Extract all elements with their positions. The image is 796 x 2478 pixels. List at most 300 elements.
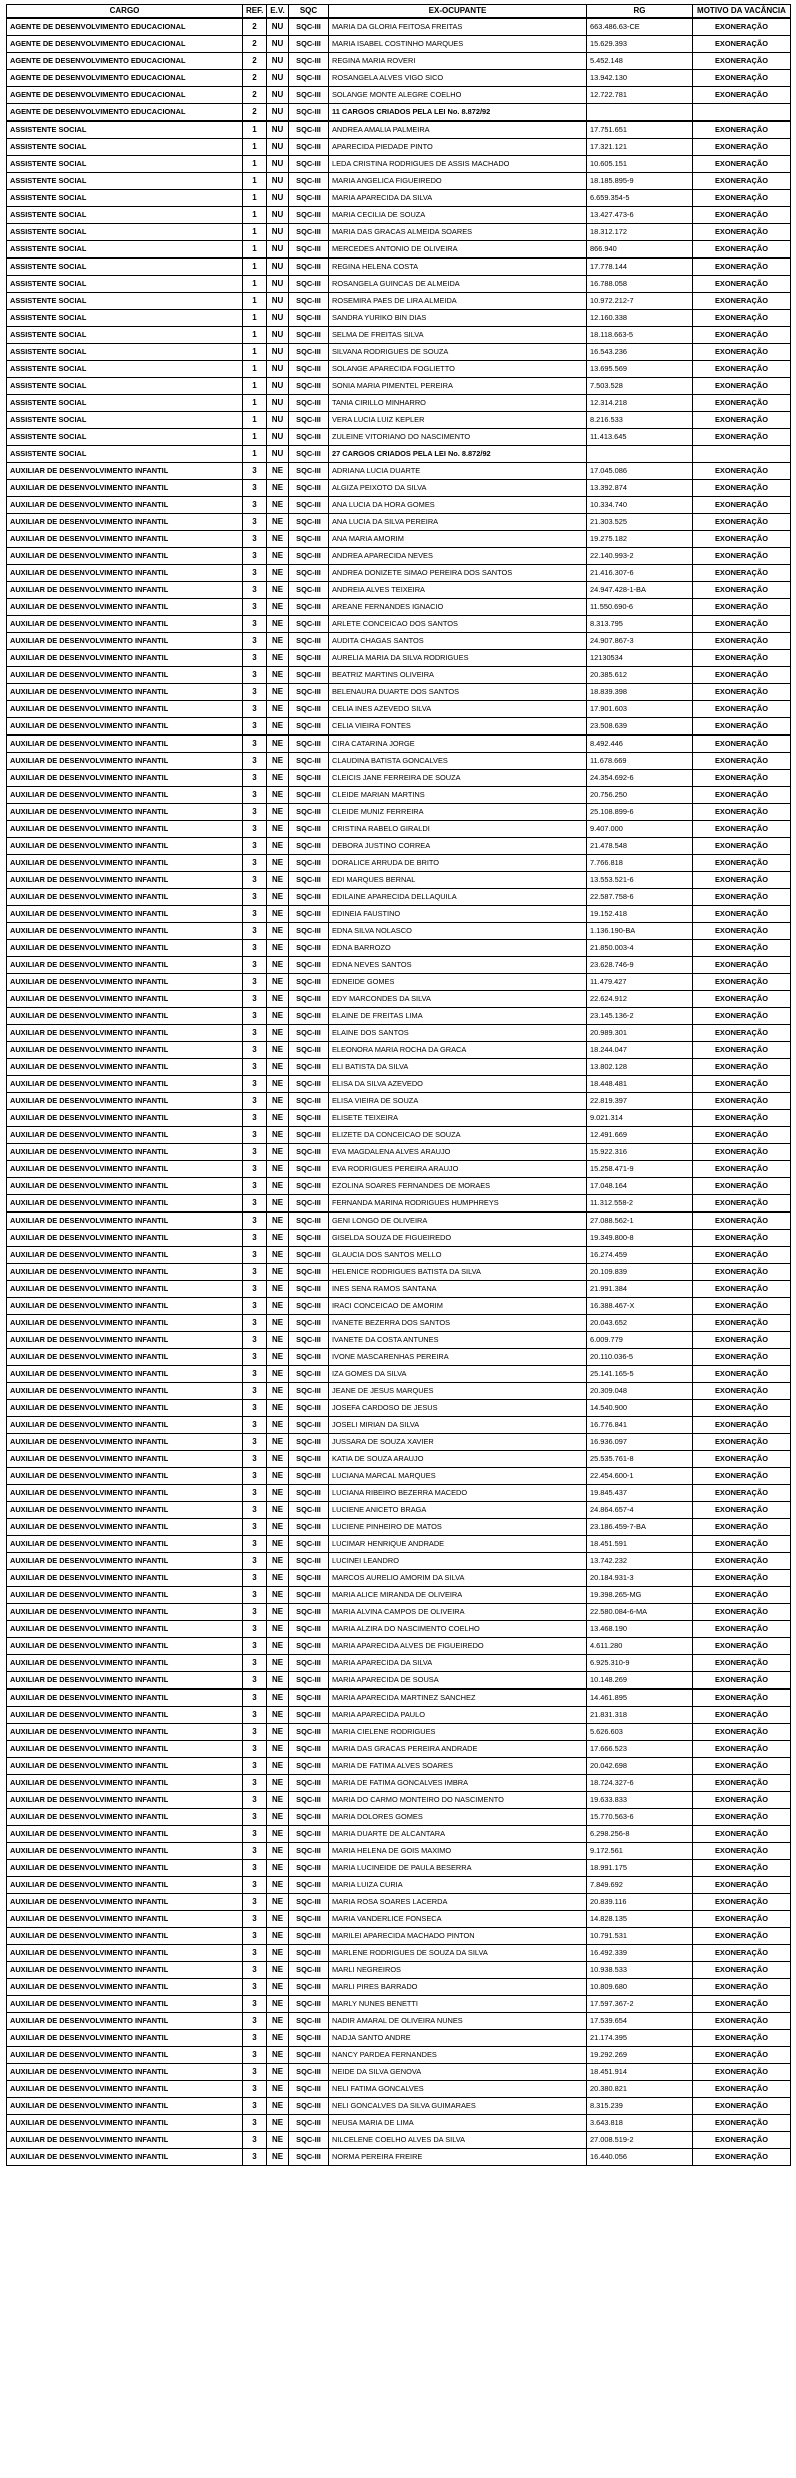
cell-ex-ocupante: ROSANGELA GUINCAS DE ALMEIDA xyxy=(329,276,587,293)
cell-motivo: EXONERAÇÃO xyxy=(693,2081,791,2098)
table-row xyxy=(7,2115,791,2132)
cell-sqc: SQC-III xyxy=(289,1553,329,1570)
cell-rg: 19.845.437 xyxy=(587,1485,693,1502)
cell-ref: 3 xyxy=(243,1264,267,1281)
cell-ex-ocupante: JEANE DE JESUS MARQUES xyxy=(329,1383,587,1400)
cell-motivo: EXONERAÇÃO xyxy=(693,395,791,412)
cell-ex-ocupante: MARIA DE FATIMA GONCALVES IMBRA xyxy=(329,1775,587,1792)
cell-cargo: AUXILIAR DE DESENVOLVIMENTO INFANTIL xyxy=(7,1826,243,1843)
cell-ev: NE xyxy=(267,1570,289,1587)
cell-ev: NE xyxy=(267,940,289,957)
cell-cargo: AUXILIAR DE DESENVOLVIMENTO INFANTIL xyxy=(7,889,243,906)
cell-rg: 23.628.746-9 xyxy=(587,957,693,974)
cell-ev: NE xyxy=(267,1860,289,1877)
table-row xyxy=(7,1536,791,1553)
cell-rg: 14.540.900 xyxy=(587,1400,693,1417)
cell-motivo: EXONERAÇÃO xyxy=(693,701,791,718)
cell-cargo: AUXILIAR DE DESENVOLVIMENTO INFANTIL xyxy=(7,1604,243,1621)
table-row xyxy=(7,241,791,259)
table-row xyxy=(7,1553,791,1570)
cell-cargo: ASSISTENTE SOCIAL xyxy=(7,241,243,259)
cell-motivo: EXONERAÇÃO xyxy=(693,1349,791,1366)
cell-sqc: SQC-III xyxy=(289,633,329,650)
cell-ref: 3 xyxy=(243,1775,267,1792)
cell-ex-ocupante: GLAUCIA DOS SANTOS MELLO xyxy=(329,1247,587,1264)
cell-motivo: EXONERAÇÃO xyxy=(693,36,791,53)
cell-motivo: EXONERAÇÃO xyxy=(693,2098,791,2115)
cell-cargo: AGENTE DE DESENVOLVIMENTO EDUCACIONAL xyxy=(7,53,243,70)
cell-ev: NE xyxy=(267,906,289,923)
cell-cargo: AUXILIAR DE DESENVOLVIMENTO INFANTIL xyxy=(7,1349,243,1366)
table-row xyxy=(7,1349,791,1366)
cell-ev: NE xyxy=(267,1536,289,1553)
cell-rg: 18.312.172 xyxy=(587,224,693,241)
cell-rg: 16.788.058 xyxy=(587,276,693,293)
cell-rg: 16.776.841 xyxy=(587,1417,693,1434)
cell-cargo: ASSISTENTE SOCIAL xyxy=(7,224,243,241)
cell-sqc: SQC-III xyxy=(289,1400,329,1417)
cell-cargo: AUXILIAR DE DESENVOLVIMENTO INFANTIL xyxy=(7,2030,243,2047)
cell-cargo: AUXILIAR DE DESENVOLVIMENTO INFANTIL xyxy=(7,1962,243,1979)
cell-cargo: AUXILIAR DE DESENVOLVIMENTO INFANTIL xyxy=(7,957,243,974)
cell-motivo: EXONERAÇÃO xyxy=(693,2064,791,2081)
table-row xyxy=(7,327,791,344)
cell-motivo: EXONERAÇÃO xyxy=(693,1144,791,1161)
cell-ev: NE xyxy=(267,1758,289,1775)
cell-ex-ocupante: NELI FATIMA GONCALVES xyxy=(329,2081,587,2098)
cell-motivo: EXONERAÇÃO xyxy=(693,1604,791,1621)
cell-rg: 24.354.692-6 xyxy=(587,770,693,787)
cell-ev: NE xyxy=(267,1672,289,1690)
cell-motivo: EXONERAÇÃO xyxy=(693,1962,791,1979)
table-row xyxy=(7,667,791,684)
cell-ex-ocupante: ROSEMIRA PAES DE LIRA ALMEIDA xyxy=(329,293,587,310)
cell-rg: 9.172.561 xyxy=(587,1843,693,1860)
table-row xyxy=(7,753,791,770)
cell-cargo: AUXILIAR DE DESENVOLVIMENTO INFANTIL xyxy=(7,650,243,667)
cell-ref: 1 xyxy=(243,361,267,378)
cell-ref: 3 xyxy=(243,872,267,889)
cell-ref: 1 xyxy=(243,395,267,412)
cell-rg: 13.392.874 xyxy=(587,480,693,497)
cell-rg: 17.751.651 xyxy=(587,121,693,139)
cell-ref: 3 xyxy=(243,514,267,531)
cell-ref: 3 xyxy=(243,1502,267,1519)
cell-rg: 20.756.250 xyxy=(587,787,693,804)
cell-motivo: EXONERAÇÃO xyxy=(693,1264,791,1281)
cell-sqc: SQC-III xyxy=(289,1434,329,1451)
cell-cargo: AUXILIAR DE DESENVOLVIMENTO INFANTIL xyxy=(7,1724,243,1741)
cell-rg: 21.174.395 xyxy=(587,2030,693,2047)
cell-sqc: SQC-III xyxy=(289,1570,329,1587)
cell-ev: NE xyxy=(267,1724,289,1741)
cell-ref: 3 xyxy=(243,2047,267,2064)
cell-ref: 3 xyxy=(243,1894,267,1911)
cell-ref: 3 xyxy=(243,531,267,548)
cell-ev: NE xyxy=(267,1707,289,1724)
cell-ev: NE xyxy=(267,1996,289,2013)
cell-ev: NU xyxy=(267,344,289,361)
cell-ref: 3 xyxy=(243,770,267,787)
cell-rg: 7.766.818 xyxy=(587,855,693,872)
cell-ref: 3 xyxy=(243,2013,267,2030)
cell-rg: 19.349.800-8 xyxy=(587,1230,693,1247)
cell-ev: NE xyxy=(267,616,289,633)
cell-ex-ocupante: MARIA DO CARMO MONTEIRO DO NASCIMENTO xyxy=(329,1792,587,1809)
cell-ex-ocupante: ELISETE TEIXEIRA xyxy=(329,1110,587,1127)
cell-motivo: EXONERAÇÃO xyxy=(693,1434,791,1451)
cell-motivo: EXONERAÇÃO xyxy=(693,1996,791,2013)
cell-sqc: SQC-III xyxy=(289,1689,329,1707)
cell-motivo: EXONERAÇÃO xyxy=(693,1775,791,1792)
cell-ex-ocupante: SILVANA RODRIGUES DE SOUZA xyxy=(329,344,587,361)
cell-ev: NE xyxy=(267,1383,289,1400)
cell-ref: 1 xyxy=(243,327,267,344)
cell-ev: NE xyxy=(267,838,289,855)
cell-ref: 1 xyxy=(243,429,267,446)
cell-motivo: EXONERAÇÃO xyxy=(693,1468,791,1485)
cell-cargo: AUXILIAR DE DESENVOLVIMENTO INFANTIL xyxy=(7,1315,243,1332)
cell-rg: 23.186.459-7-BA xyxy=(587,1519,693,1536)
table-row xyxy=(7,1281,791,1298)
table-row xyxy=(7,1655,791,1672)
cell-ev: NE xyxy=(267,1110,289,1127)
cell-ev: NE xyxy=(267,1638,289,1655)
table-row xyxy=(7,1621,791,1638)
cell-ex-ocupante: EDNA BARROZO xyxy=(329,940,587,957)
cell-sqc: SQC-III xyxy=(289,258,329,276)
cell-motivo: EXONERAÇÃO xyxy=(693,1621,791,1638)
cell-cargo: AUXILIAR DE DESENVOLVIMENTO INFANTIL xyxy=(7,633,243,650)
table-row xyxy=(7,1519,791,1536)
cell-ref: 3 xyxy=(243,1127,267,1144)
cell-ref: 3 xyxy=(243,718,267,736)
cell-ev: NE xyxy=(267,974,289,991)
cell-ex-ocupante: ELI BATISTA DA SILVA xyxy=(329,1059,587,1076)
cell-motivo: EXONERAÇÃO xyxy=(693,787,791,804)
cell-ev: NU xyxy=(267,327,289,344)
cell-motivo: EXONERAÇÃO xyxy=(693,889,791,906)
cell-cargo: AUXILIAR DE DESENVOLVIMENTO INFANTIL xyxy=(7,1383,243,1400)
cell-motivo: EXONERAÇÃO xyxy=(693,156,791,173)
cell-ev: NU xyxy=(267,276,289,293)
table-row xyxy=(7,1366,791,1383)
cell-sqc: SQC-III xyxy=(289,1843,329,1860)
table-row xyxy=(7,1741,791,1758)
table-row xyxy=(7,889,791,906)
cell-ev: NE xyxy=(267,1775,289,1792)
cell-ex-ocupante: MARIA ALVINA CAMPOS DE OLIVEIRA xyxy=(329,1604,587,1621)
cell-ex-ocupante: MARCOS AURELIO AMORIM DA SILVA xyxy=(329,1570,587,1587)
table-row xyxy=(7,1127,791,1144)
cell-motivo: EXONERAÇÃO xyxy=(693,855,791,872)
cell-sqc: SQC-III xyxy=(289,1264,329,1281)
cell-cargo: ASSISTENTE SOCIAL xyxy=(7,258,243,276)
table-row xyxy=(7,1110,791,1127)
table-row xyxy=(7,1298,791,1315)
cell-motivo: EXONERAÇÃO xyxy=(693,1809,791,1826)
cell-sqc: SQC-III xyxy=(289,36,329,53)
cell-rg: 1.136.190-BA xyxy=(587,923,693,940)
cell-motivo xyxy=(693,446,791,463)
cell-ref: 3 xyxy=(243,1383,267,1400)
cell-sqc: SQC-III xyxy=(289,18,329,36)
cell-cargo: AUXILIAR DE DESENVOLVIMENTO INFANTIL xyxy=(7,753,243,770)
cell-ref: 3 xyxy=(243,667,267,684)
cell-motivo: EXONERAÇÃO xyxy=(693,1587,791,1604)
table-row xyxy=(7,923,791,940)
table-row xyxy=(7,616,791,633)
cell-ev: NE xyxy=(267,1417,289,1434)
cell-ref: 3 xyxy=(243,2030,267,2047)
cell-sqc: SQC-III xyxy=(289,327,329,344)
cell-motivo: EXONERAÇÃO xyxy=(693,1689,791,1707)
table-row xyxy=(7,684,791,701)
cell-ev: NU xyxy=(267,258,289,276)
cell-rg: 17.597.367-2 xyxy=(587,1996,693,2013)
cell-ex-ocupante: MARIA DOLORES GOMES xyxy=(329,1809,587,1826)
cell-sqc: SQC-III xyxy=(289,1298,329,1315)
cell-sqc: SQC-III xyxy=(289,667,329,684)
cell-ev: NE xyxy=(267,2030,289,2047)
table-row xyxy=(7,53,791,70)
table-row xyxy=(7,1843,791,1860)
cell-ref: 2 xyxy=(243,53,267,70)
cell-ex-ocupante: MARILEI APARECIDA MACHADO PINTON xyxy=(329,1928,587,1945)
cell-ex-ocupante: ANDREA DONIZETE SIMAO PEREIRA DOS SANTOS xyxy=(329,565,587,582)
cell-rg: 866.940 xyxy=(587,241,693,259)
cell-cargo: AUXILIAR DE DESENVOLVIMENTO INFANTIL xyxy=(7,565,243,582)
cell-motivo: EXONERAÇÃO xyxy=(693,1638,791,1655)
cell-sqc: SQC-III xyxy=(289,87,329,104)
cell-ev: NE xyxy=(267,1042,289,1059)
cell-sqc: SQC-III xyxy=(289,1008,329,1025)
cell-ref: 3 xyxy=(243,1996,267,2013)
cell-motivo: EXONERAÇÃO xyxy=(693,1945,791,1962)
cell-ex-ocupante: ANA LUCIA DA SILVA PEREIRA xyxy=(329,514,587,531)
cell-sqc: SQC-III xyxy=(289,1230,329,1247)
table-row xyxy=(7,1161,791,1178)
cell-motivo: EXONERAÇÃO xyxy=(693,753,791,770)
cell-ex-ocupante: MERCEDES ANTONIO DE OLIVEIRA xyxy=(329,241,587,259)
table-row xyxy=(7,361,791,378)
cell-rg: 8.315.239 xyxy=(587,2098,693,2115)
cell-ref: 3 xyxy=(243,480,267,497)
cell-ex-ocupante: MARIA APARECIDA DA SILVA xyxy=(329,190,587,207)
cell-rg: 20.042.698 xyxy=(587,1758,693,1775)
cell-ref: 3 xyxy=(243,821,267,838)
cell-sqc: SQC-III xyxy=(289,1468,329,1485)
cell-ref: 3 xyxy=(243,1076,267,1093)
cell-sqc: SQC-III xyxy=(289,310,329,327)
cell-rg: 12130534 xyxy=(587,650,693,667)
cell-cargo: AUXILIAR DE DESENVOLVIMENTO INFANTIL xyxy=(7,1689,243,1707)
table-row xyxy=(7,718,791,736)
cell-rg: 10.334.740 xyxy=(587,497,693,514)
cell-rg: 11.550.690-6 xyxy=(587,599,693,616)
cell-ex-ocupante: MARIA ROSA SOARES LACERDA xyxy=(329,1894,587,1911)
cell-ev: NU xyxy=(267,121,289,139)
cell-motivo: EXONERAÇÃO xyxy=(693,718,791,736)
cell-ex-ocupante: EVA MAGDALENA ALVES ARAUJO xyxy=(329,1144,587,1161)
table-row xyxy=(7,1638,791,1655)
cell-rg: 15.629.393 xyxy=(587,36,693,53)
cell-rg: 10.938.533 xyxy=(587,1962,693,1979)
cell-ev: NE xyxy=(267,548,289,565)
cell-motivo: EXONERAÇÃO xyxy=(693,190,791,207)
table-row xyxy=(7,1059,791,1076)
cell-ref: 3 xyxy=(243,1468,267,1485)
cell-ref: 1 xyxy=(243,276,267,293)
table-row xyxy=(7,1928,791,1945)
cell-ev: NE xyxy=(267,1451,289,1468)
cell-cargo: AUXILIAR DE DESENVOLVIMENTO INFANTIL xyxy=(7,1093,243,1110)
cell-ev: NE xyxy=(267,1519,289,1536)
cell-ref: 3 xyxy=(243,1247,267,1264)
cell-cargo: AUXILIAR DE DESENVOLVIMENTO INFANTIL xyxy=(7,1911,243,1928)
cell-rg: 12.722.781 xyxy=(587,87,693,104)
cell-ev: NE xyxy=(267,872,289,889)
cell-ref: 3 xyxy=(243,582,267,599)
cell-ref: 3 xyxy=(243,1587,267,1604)
vacancy-table xyxy=(6,4,791,2166)
cell-cargo: AUXILIAR DE DESENVOLVIMENTO INFANTIL xyxy=(7,1110,243,1127)
cell-rg: 19.633.833 xyxy=(587,1792,693,1809)
table-row xyxy=(7,224,791,241)
header-ex-ocupante: EX-OCUPANTE xyxy=(329,5,587,19)
cell-ref: 3 xyxy=(243,957,267,974)
table-row xyxy=(7,1332,791,1349)
cell-cargo: ASSISTENTE SOCIAL xyxy=(7,173,243,190)
cell-ex-ocupante: EDINEIA FAUSTINO xyxy=(329,906,587,923)
cell-rg: 21.850.003-4 xyxy=(587,940,693,957)
cell-ex-ocupante: MARIA DE FATIMA ALVES SOARES xyxy=(329,1758,587,1775)
cell-motivo: EXONERAÇÃO xyxy=(693,1110,791,1127)
cell-ev: NE xyxy=(267,1604,289,1621)
cell-rg: 19.275.182 xyxy=(587,531,693,548)
cell-ev: NE xyxy=(267,1843,289,1860)
table-row xyxy=(7,1025,791,1042)
cell-sqc: SQC-III xyxy=(289,1979,329,1996)
cell-ex-ocupante: DEBORA JUSTINO CORREA xyxy=(329,838,587,855)
cell-ex-ocupante: MARIA LUIZA CURIA xyxy=(329,1877,587,1894)
cell-ex-ocupante: KATIA DE SOUZA ARAUJO xyxy=(329,1451,587,1468)
cell-ex-ocupante: IVANETE BEZERRA DOS SANTOS xyxy=(329,1315,587,1332)
cell-ref: 3 xyxy=(243,1434,267,1451)
table-row xyxy=(7,70,791,87)
cell-rg: 20.839.116 xyxy=(587,1894,693,1911)
cell-ex-ocupante: JOSELI MIRIAN DA SILVA xyxy=(329,1417,587,1434)
cell-ev: NU xyxy=(267,395,289,412)
cell-sqc: SQC-III xyxy=(289,565,329,582)
cell-ex-ocupante: LUCIENE PINHEIRO DE MATOS xyxy=(329,1519,587,1536)
cell-cargo: AUXILIAR DE DESENVOLVIMENTO INFANTIL xyxy=(7,1451,243,1468)
table-row xyxy=(7,1604,791,1621)
cell-cargo: AUXILIAR DE DESENVOLVIMENTO INFANTIL xyxy=(7,1485,243,1502)
cell-ev: NE xyxy=(267,821,289,838)
cell-ev: NE xyxy=(267,599,289,616)
cell-ref: 3 xyxy=(243,1298,267,1315)
cell-ex-ocupante: MARIA CECILIA DE SOUZA xyxy=(329,207,587,224)
cell-sqc: SQC-III xyxy=(289,1383,329,1400)
cell-sqc: SQC-III xyxy=(289,224,329,241)
cell-ref: 3 xyxy=(243,1758,267,1775)
cell-ev: NU xyxy=(267,207,289,224)
cell-motivo: EXONERAÇÃO xyxy=(693,1979,791,1996)
cell-ex-ocupante: IZA GOMES DA SILVA xyxy=(329,1366,587,1383)
cell-sqc: SQC-III xyxy=(289,1366,329,1383)
cell-sqc: SQC-III xyxy=(289,599,329,616)
cell-sqc: SQC-III xyxy=(289,1093,329,1110)
cell-rg: 13.468.190 xyxy=(587,1621,693,1638)
cell-sqc: SQC-III xyxy=(289,1315,329,1332)
cell-ev: NE xyxy=(267,1826,289,1843)
cell-ev: NE xyxy=(267,1741,289,1758)
cell-ex-ocupante: EDI MARQUES BERNAL xyxy=(329,872,587,889)
cell-cargo: AUXILIAR DE DESENVOLVIMENTO INFANTIL xyxy=(7,1502,243,1519)
cell-motivo: EXONERAÇÃO xyxy=(693,1281,791,1298)
cell-sqc: SQC-III xyxy=(289,1996,329,2013)
cell-cargo: AUXILIAR DE DESENVOLVIMENTO INFANTIL xyxy=(7,821,243,838)
cell-rg: 16.936.097 xyxy=(587,1434,693,1451)
cell-motivo: EXONERAÇÃO xyxy=(693,70,791,87)
cell-cargo: ASSISTENTE SOCIAL xyxy=(7,395,243,412)
cell-rg: 13.553.521-6 xyxy=(587,872,693,889)
cell-motivo: EXONERAÇÃO xyxy=(693,1826,791,1843)
cell-cargo: AUXILIAR DE DESENVOLVIMENTO INFANTIL xyxy=(7,1247,243,1264)
cell-ex-ocupante: MARIA APARECIDA PAULO xyxy=(329,1707,587,1724)
table-row xyxy=(7,1383,791,1400)
cell-cargo: AUXILIAR DE DESENVOLVIMENTO INFANTIL xyxy=(7,1332,243,1349)
cell-ex-ocupante: 27 CARGOS CRIADOS PELA LEI No. 8.872/92 xyxy=(329,446,587,463)
cell-ev: NE xyxy=(267,1894,289,1911)
cell-motivo: EXONERAÇÃO xyxy=(693,974,791,991)
table-row xyxy=(7,582,791,599)
cell-motivo: EXONERAÇÃO xyxy=(693,1741,791,1758)
cell-ev: NE xyxy=(267,1247,289,1264)
cell-sqc: SQC-III xyxy=(289,1877,329,1894)
cell-ex-ocupante: INES SENA RAMOS SANTANA xyxy=(329,1281,587,1298)
header-ref: REF. xyxy=(243,5,267,19)
table-row xyxy=(7,855,791,872)
cell-motivo: EXONERAÇÃO xyxy=(693,1536,791,1553)
cell-cargo: AUXILIAR DE DESENVOLVIMENTO INFANTIL xyxy=(7,923,243,940)
cell-ex-ocupante: ELISA VIEIRA DE SOUZA xyxy=(329,1093,587,1110)
cell-ex-ocupante: ANDREA AMALIA PALMEIRA xyxy=(329,121,587,139)
cell-ref: 1 xyxy=(243,378,267,395)
cell-rg: 17.666.523 xyxy=(587,1741,693,1758)
cell-ref: 3 xyxy=(243,838,267,855)
cell-cargo: AUXILIAR DE DESENVOLVIMENTO INFANTIL xyxy=(7,787,243,804)
cell-sqc: SQC-III xyxy=(289,241,329,259)
table-row xyxy=(7,344,791,361)
cell-ref: 3 xyxy=(243,2064,267,2081)
table-row xyxy=(7,2047,791,2064)
table-row xyxy=(7,1434,791,1451)
cell-sqc: SQC-III xyxy=(289,1195,329,1213)
cell-cargo: AUXILIAR DE DESENVOLVIMENTO INFANTIL xyxy=(7,1979,243,1996)
cell-rg: 13.802.128 xyxy=(587,1059,693,1076)
cell-ex-ocupante: EDY MARCONDES DA SILVA xyxy=(329,991,587,1008)
cell-motivo: EXONERAÇÃO xyxy=(693,1212,791,1230)
cell-motivo: EXONERAÇÃO xyxy=(693,1928,791,1945)
cell-sqc: SQC-III xyxy=(289,2030,329,2047)
table-row xyxy=(7,378,791,395)
cell-rg: 18.244.047 xyxy=(587,1042,693,1059)
table-row xyxy=(7,395,791,412)
cell-ex-ocupante: SONIA MARIA PIMENTEL PEREIRA xyxy=(329,378,587,395)
cell-cargo: AUXILIAR DE DESENVOLVIMENTO INFANTIL xyxy=(7,838,243,855)
